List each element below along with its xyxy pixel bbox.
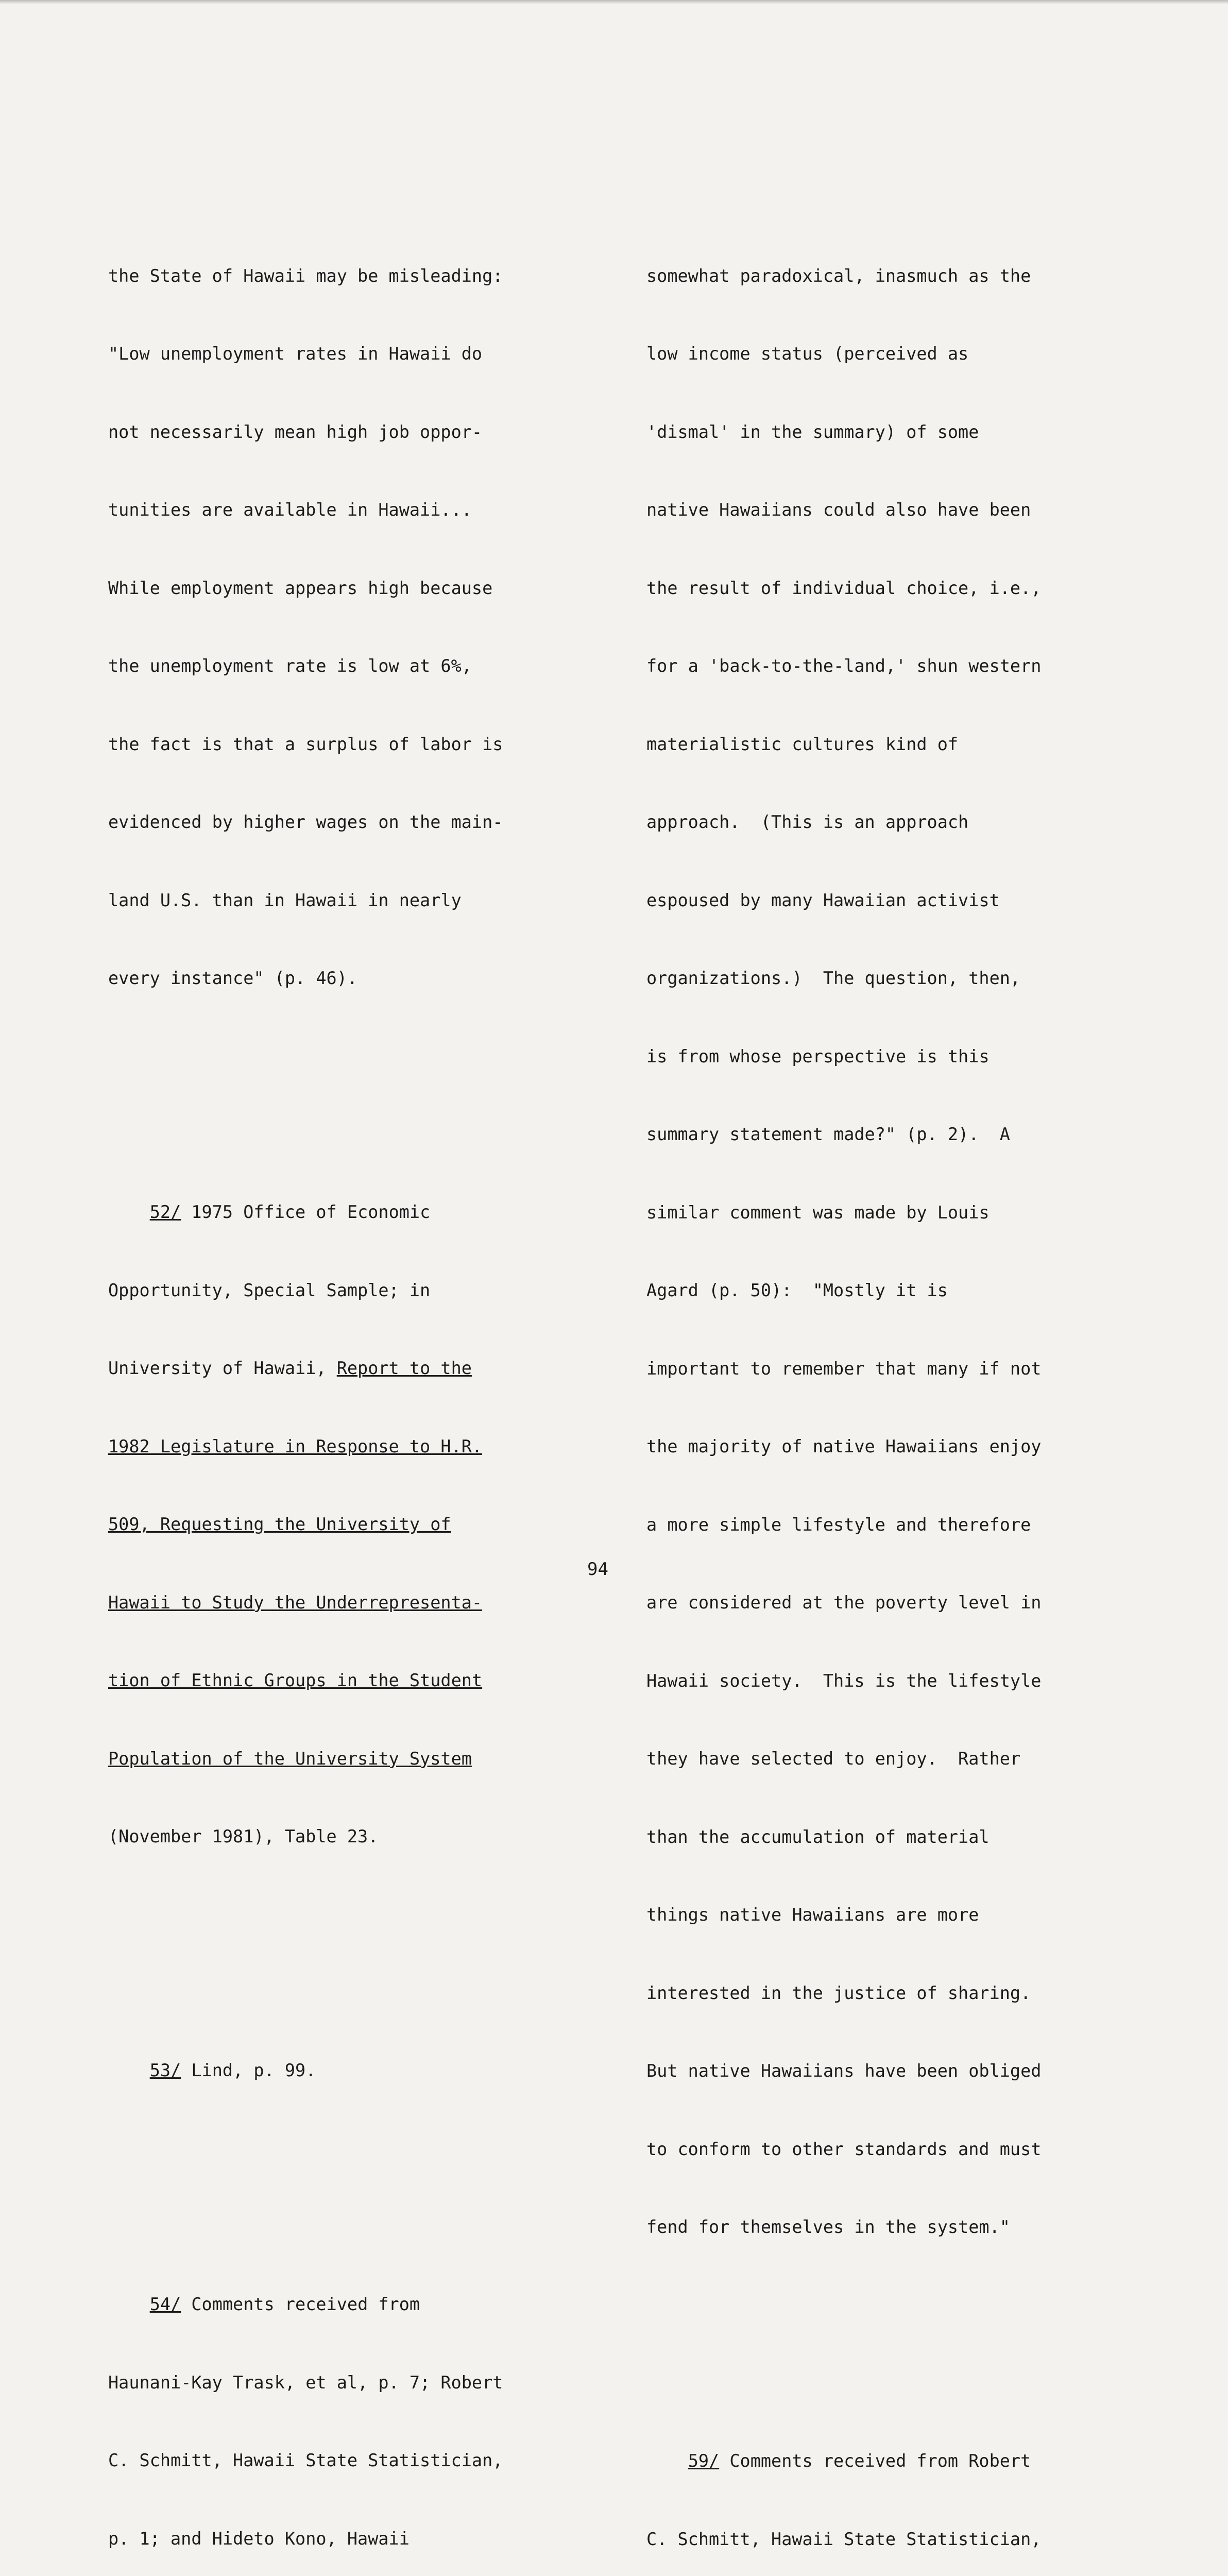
text-line: somewhat paradoxical, inasmuch as the bbox=[646, 265, 1031, 286]
text-line: approach. (This is an approach bbox=[646, 812, 969, 832]
report-title: Report to the bbox=[336, 1358, 472, 1378]
text-line: University of Hawaii, Report to the bbox=[108, 1358, 472, 1378]
text-line: evidenced by higher wages on the main- bbox=[108, 812, 503, 832]
text-line: 53/ Lind, p. 99. bbox=[149, 2060, 316, 2080]
text-line: Haunani-Kay Trask, et al, p. 7; Robert bbox=[108, 2372, 503, 2393]
text-line: similar comment was made by Louis bbox=[646, 1202, 990, 1223]
text-line: the fact is that a surplus of labor is bbox=[108, 734, 503, 754]
text-line: Opportunity, Special Sample; in bbox=[108, 1280, 431, 1300]
right-column bbox=[646, 133, 1172, 2576]
footnote-59 bbox=[646, 2396, 1172, 2576]
text-line: every instance" (p. 46). bbox=[108, 968, 358, 988]
text-line: the State of Hawaii may be misleading: bbox=[108, 265, 503, 286]
text-line: than the accumulation of material bbox=[646, 1826, 990, 1847]
footnote-number: 52/ bbox=[149, 1202, 181, 1222]
report-title: 1982 Legislature in Response to H.R. bbox=[108, 1436, 483, 1456]
left-column bbox=[108, 133, 623, 2576]
footnote-number: 53/ bbox=[149, 2060, 181, 2080]
footnote-54 bbox=[108, 2240, 623, 2576]
text-line: native Hawaiians could also have been bbox=[646, 500, 1031, 520]
text-line: land U.S. than in Hawaii in nearly bbox=[108, 890, 462, 910]
page-number: 94 bbox=[587, 1559, 608, 1580]
text-line: 59/ Comments received from Robert bbox=[688, 2451, 1031, 2471]
footnote-53 bbox=[108, 2006, 623, 2136]
text-line: 'dismal' in the summary) of some bbox=[646, 421, 979, 442]
text-line: 54/ Comments received from bbox=[149, 2294, 420, 2314]
text-line: organizations.) The question, then, bbox=[646, 968, 1021, 988]
report-title: Hawaii to Study the Underrepresenta- bbox=[108, 1592, 483, 1613]
text-line: Hawaii society. This is the lifestyle bbox=[646, 1670, 1042, 1691]
text-line: Agard (p. 50): "Mostly it is bbox=[646, 1280, 948, 1300]
text-line: important to remember that many if not bbox=[646, 1358, 1042, 1379]
text-line: the result of individual choice, i.e., bbox=[646, 578, 1042, 598]
continuation-paragraph bbox=[646, 211, 1172, 2293]
text-line: C. Schmitt, Hawaii State Statistician, bbox=[646, 2529, 1042, 2549]
report-title: tion of Ethnic Groups in the Student bbox=[108, 1670, 483, 1690]
text-line: espoused by many Hawaiian activist bbox=[646, 890, 1000, 910]
text-line: (November 1981), Table 23. bbox=[108, 1826, 379, 1846]
text-line: C. Schmitt, Hawaii State Statistician, bbox=[108, 2450, 503, 2470]
text-line: low income status (perceived as bbox=[646, 344, 969, 364]
text-line: a more simple lifestyle and therefore bbox=[646, 1514, 1031, 1535]
page-top-shadow bbox=[0, 0, 1228, 4]
text-line: things native Hawaiians are more bbox=[646, 1905, 979, 1925]
intro-paragraph bbox=[108, 211, 623, 1044]
text-line: the majority of native Hawaiians enjoy bbox=[646, 1436, 1042, 1456]
text-line: "Low unemployment rates in Hawaii do bbox=[108, 344, 483, 364]
text-line: tunities are available in Hawaii... bbox=[108, 500, 472, 520]
text-line: materialistic cultures kind of bbox=[646, 734, 959, 754]
text-line: are considered at the poverty level in bbox=[646, 1592, 1042, 1613]
footnote-number: 54/ bbox=[149, 2294, 181, 2314]
footnote-number: 59/ bbox=[688, 2451, 720, 2471]
text-line: summary statement made?" (p. 2). A bbox=[646, 1124, 1010, 1144]
text-line: not necessarily mean high job oppor- bbox=[108, 421, 483, 442]
text-line: But native Hawaiians have been obliged bbox=[646, 2061, 1042, 2081]
text-line: for a 'back-to-the-land,' shun western bbox=[646, 656, 1042, 676]
text-line: they have selected to enjoy. Rather bbox=[646, 1749, 1021, 1769]
text-line: interested in the justice of sharing. bbox=[646, 1982, 1031, 2003]
report-title: Population of the University System bbox=[108, 1748, 472, 1769]
footnote-52 bbox=[108, 1147, 623, 1902]
text-line: the unemployment rate is low at 6%, bbox=[108, 656, 472, 676]
text-line: 52/ 1975 Office of Economic bbox=[149, 1202, 431, 1222]
text-line: is from whose perspective is this bbox=[646, 1046, 990, 1066]
text-line: While employment appears high because bbox=[108, 578, 493, 598]
text-line: to conform to other standards and must bbox=[646, 2139, 1042, 2159]
text-line: fend for themselves in the system." bbox=[646, 2217, 1010, 2237]
report-title: 509, Requesting the University of bbox=[108, 1514, 451, 1534]
text-line: p. 1; and Hideto Kono, Hawaii bbox=[108, 2528, 410, 2549]
